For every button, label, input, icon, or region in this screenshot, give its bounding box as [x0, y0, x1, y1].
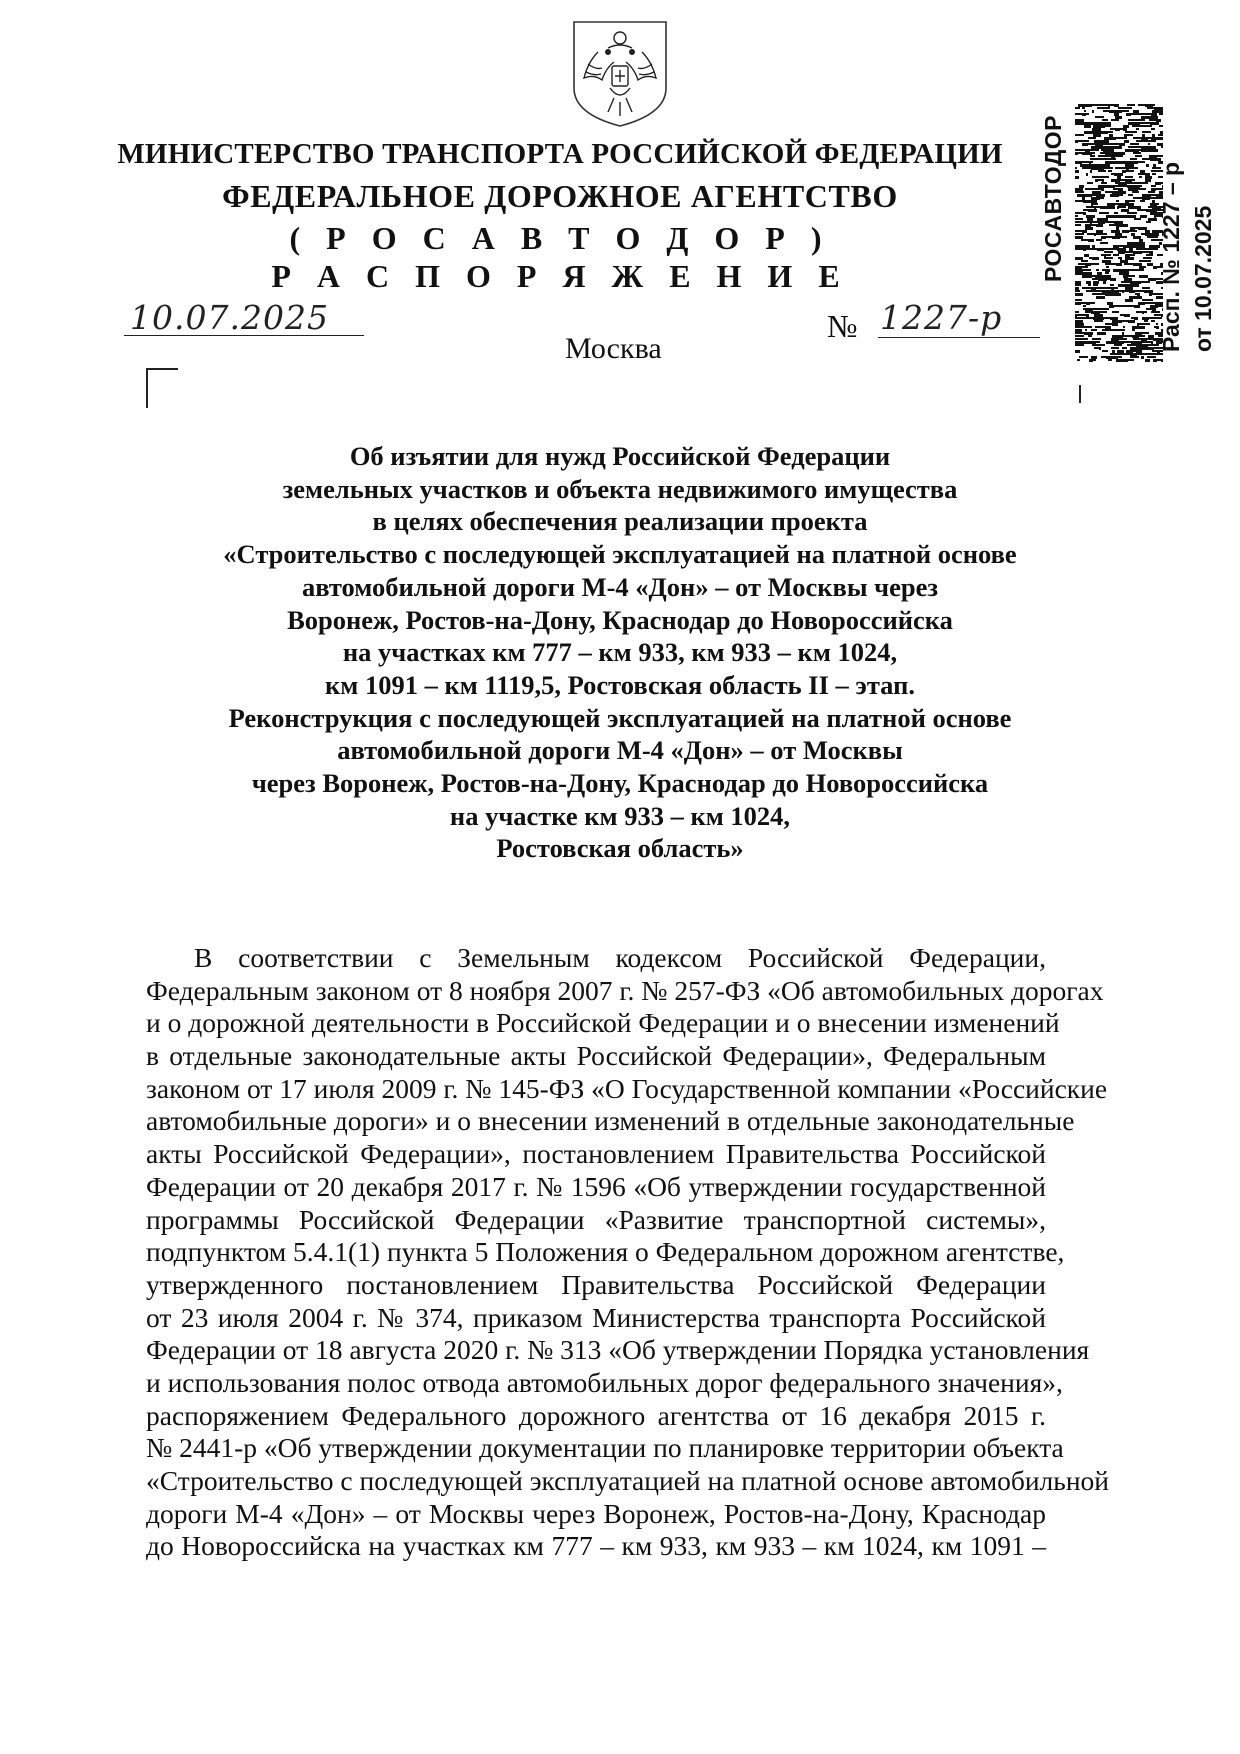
ministry-name: МИНИСТЕРСТВО ТРАНСПОРТА РОССИЙСКОЙ ФЕДЕРАЦИИ — [117, 138, 1003, 170]
title-corner-left — [146, 368, 178, 408]
body-line: В соответствии с Земельным кодексом Российской Федерации, — [194, 942, 1046, 973]
title-line: Ростовская область» — [496, 833, 744, 864]
agency-name: ФЕДЕРАЛЬНОЕ ДОРОЖНОЕ АГЕНТСТВО — [222, 178, 898, 214]
document-type: Р А С П О Р Я Ж Е Н И Е — [271, 258, 849, 294]
stamp-document-date: от 10.07.2025 — [1190, 205, 1216, 352]
body-line: акты Российской Федерации», постановлением Правительства Российской — [146, 1138, 1046, 1170]
title-line: Реконструкция с последующей эксплуатацией на платной основе — [228, 702, 1012, 733]
number-underline — [878, 337, 1040, 338]
title-line: через Воронеж, Ростов-на-Дону, Краснодар до Новороссийска — [251, 768, 989, 799]
title-line: автомобильной дороги М-4 «Дон» – от Москвы — [337, 735, 903, 766]
document-date: 10.07.2025 — [130, 298, 329, 337]
coat-of-arms-emblem — [568, 18, 672, 130]
city: Москва — [565, 332, 662, 365]
body-line: «Строительство с последующей эксплуатацией на платной основе автомобильной — [146, 1465, 1110, 1496]
body-line: дороги М-4 «Дон» – от Москвы через Воронеж, Ростов-на-Дону, Краснодар — [146, 1497, 1046, 1529]
body-line: законом от 17 июля 2009 г. № 145-ФЗ «О Государственной компании «Российские — [146, 1072, 1108, 1104]
title-line: земельных участков и объекта недвижимого имущества — [282, 473, 958, 504]
document-number: 1227-р — [880, 298, 1003, 337]
body-line: № 2441-р «Об утверждении документации по планировке территории объекта — [146, 1432, 1064, 1464]
body-line: автомобильные дороги» и о внесении изменений в отдельные законодательные — [146, 1105, 1075, 1137]
body-line: утвержденного постановлением Правительства Российской Федерации — [146, 1268, 1046, 1300]
title-line: в целях обеспечения реализации проекта — [372, 506, 868, 537]
title-line: Об изъятии для нужд Российской Федерации — [349, 441, 891, 471]
body-line: программы Российской Федерации «Развитие транспортной системы», — [146, 1203, 1046, 1235]
number-label: № — [827, 308, 858, 344]
body-line: и использования полос отвода автомобильных дорог федерального значения», — [146, 1366, 1063, 1398]
document-body — [146, 942, 1110, 1563]
body-line: распоряжением Федерального дорожного агентства от 16 декабря 2015 г. — [146, 1399, 1046, 1431]
title-line: на участках км 777 – км 933, км 933 – км 1024, — [342, 637, 898, 668]
body-line: Федеральным законом от 8 ноября 2007 г. № 257-ФЗ «Об автомобильных дорогах — [146, 974, 1104, 1006]
title-line: км 1091 – км 1119,5, Ростовская область II – этап. — [325, 669, 915, 700]
title-line: автомобильной дороги М-4 «Дон» – от Москвы через — [301, 571, 939, 602]
document-title — [170, 440, 1070, 865]
date-underline — [124, 335, 364, 336]
stamp-organization: РОСАВТОДОР — [1040, 115, 1066, 282]
body-line: Федерации от 20 декабря 2017 г. № 1596 «Об утверждении государственной — [146, 1170, 1046, 1202]
title-corner-right — [1079, 385, 1081, 403]
body-line: от 23 июля 2004 г. № 374, приказом Министерства транспорта Российской — [146, 1301, 1046, 1333]
stamp-document-number: Расп. № 1227 – р — [1158, 161, 1184, 352]
title-line: Воронеж, Ростов-на-Дону, Краснодар до Новороссийска — [287, 604, 953, 635]
body-line: и о дорожной деятельности в Российской Федерации и о внесении изменений — [146, 1007, 1060, 1039]
body-line: Федерации от 18 августа 2020 г. № 313 «Об утверждении Порядка установления — [146, 1334, 1090, 1366]
body-line: в отдельные законодательные акты Российской Федерации», Федеральным — [146, 1040, 1046, 1072]
title-line: «Строительство с последующей эксплуатацией на платной основе — [223, 539, 1017, 570]
body-line: подпунктом 5.4.1(1) пункта 5 Положения о Федеральном дорожном агентстве, — [146, 1236, 1065, 1268]
body-line: до Новороссийска на участках км 777 – км 933, км 933 – км 1024, км 1091 – — [146, 1530, 1046, 1562]
title-line: на участке км 933 – км 1024, — [449, 800, 791, 831]
agency-abbreviation: ( Р О С А В Т О Д О Р ) — [289, 220, 831, 256]
